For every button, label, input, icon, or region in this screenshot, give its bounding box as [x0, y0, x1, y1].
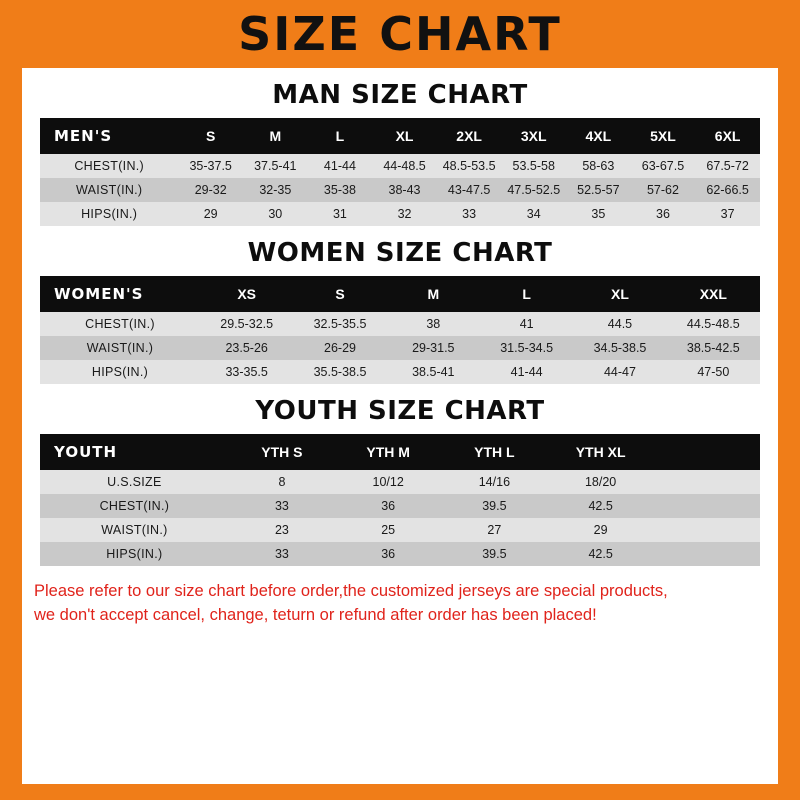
men-row1-c4: 38-43	[372, 178, 437, 202]
youth-row1-c4: 42.5	[548, 494, 654, 518]
women-table-body	[40, 312, 760, 384]
banner	[0, 0, 800, 68]
women-row0-c1: 29.5-32.5	[200, 312, 293, 336]
men-section-title: MAN SIZE CHART	[272, 80, 528, 110]
men-row2-c2: 30	[243, 202, 308, 226]
women-row1-c3: 29-31.5	[387, 336, 480, 360]
youth-size-table	[40, 434, 760, 566]
men-row1-c6: 47.5-52.5	[501, 178, 566, 202]
women-header-m: M	[387, 276, 480, 312]
youth-row0-label: U.S.SIZE	[40, 470, 229, 494]
men-row2-c8: 36	[631, 202, 696, 226]
men-table-header	[40, 118, 760, 154]
youth-row2-c4: 29	[548, 518, 654, 542]
youth-row2-c1: 23	[229, 518, 335, 542]
youth-row2-c5	[654, 518, 760, 542]
men-size-table	[40, 118, 760, 226]
men-row1-c2: 32-35	[243, 178, 308, 202]
table-header-row	[40, 434, 760, 470]
youth-row0-c1: 8	[229, 470, 335, 494]
youth-row1-c3: 39.5	[441, 494, 547, 518]
table-row	[40, 312, 760, 336]
bottom-accent-bar	[0, 784, 800, 800]
men-section	[22, 80, 778, 226]
women-header-s: S	[293, 276, 386, 312]
women-header-xxl: XXL	[667, 276, 760, 312]
women-header-xl: XL	[573, 276, 666, 312]
men-row2-c9: 37	[695, 202, 760, 226]
women-size-table	[40, 276, 760, 384]
youth-header-empty	[654, 434, 760, 470]
men-header-3xl: 3XL	[501, 118, 566, 154]
youth-header-label: YOUTH	[40, 434, 229, 470]
men-row0-c7: 58-63	[566, 154, 631, 178]
men-header-m: M	[243, 118, 308, 154]
men-row2-c7: 35	[566, 202, 631, 226]
men-row1-c3: 35-38	[308, 178, 373, 202]
women-row2-c4: 41-44	[480, 360, 573, 384]
youth-header-xl: YTH XL	[548, 434, 654, 470]
women-row1-c2: 26-29	[293, 336, 386, 360]
men-row0-c8: 63-67.5	[631, 154, 696, 178]
men-row0-label: CHEST(IN.)	[40, 154, 178, 178]
men-row0-c1: 35-37.5	[178, 154, 243, 178]
men-header-s: S	[178, 118, 243, 154]
women-row2-label: HIPS(IN.)	[40, 360, 200, 384]
women-row0-c4: 41	[480, 312, 573, 336]
youth-section-title: YOUTH SIZE CHART	[255, 396, 545, 426]
men-row1-c1: 29-32	[178, 178, 243, 202]
page-title: SIZE CHART	[238, 7, 562, 61]
youth-row3-c1: 33	[229, 542, 335, 566]
footer-note-line1: Please refer to our size chart before order,the customized jerseys are special products,	[34, 582, 668, 600]
youth-row3-c3: 39.5	[441, 542, 547, 566]
men-row0-c6: 53.5-58	[501, 154, 566, 178]
women-row1-c1: 23.5-26	[200, 336, 293, 360]
men-row0-c5: 48.5-53.5	[437, 154, 502, 178]
men-header-4xl: 4XL	[566, 118, 631, 154]
table-row	[40, 494, 760, 518]
youth-row0-c2: 10/12	[335, 470, 441, 494]
men-header-xl: XL	[372, 118, 437, 154]
women-row1-c6: 38.5-42.5	[667, 336, 760, 360]
youth-table-body	[40, 470, 760, 566]
table-header-row	[40, 276, 760, 312]
men-row1-c8: 57-62	[631, 178, 696, 202]
table-row	[40, 470, 760, 494]
men-row1-label: WAIST(IN.)	[40, 178, 178, 202]
women-row1-label: WAIST(IN.)	[40, 336, 200, 360]
men-table-body	[40, 154, 760, 226]
women-row0-label: CHEST(IN.)	[40, 312, 200, 336]
youth-header-l: YTH L	[441, 434, 547, 470]
youth-row1-c5	[654, 494, 760, 518]
youth-row1-c2: 36	[335, 494, 441, 518]
men-row2-c3: 31	[308, 202, 373, 226]
youth-row0-c5	[654, 470, 760, 494]
women-row2-c6: 47-50	[667, 360, 760, 384]
women-header-l: L	[480, 276, 573, 312]
table-row	[40, 518, 760, 542]
men-row0-c4: 44-48.5	[372, 154, 437, 178]
men-row0-c9: 67.5-72	[695, 154, 760, 178]
men-row2-label: HIPS(IN.)	[40, 202, 178, 226]
women-row2-c1: 33-35.5	[200, 360, 293, 384]
youth-row2-c2: 25	[335, 518, 441, 542]
youth-row0-c4: 18/20	[548, 470, 654, 494]
table-row	[40, 542, 760, 566]
men-row0-c3: 41-44	[308, 154, 373, 178]
youth-row3-label: HIPS(IN.)	[40, 542, 229, 566]
youth-row1-label: CHEST(IN.)	[40, 494, 229, 518]
youth-table-header	[40, 434, 760, 470]
men-row2-c4: 32	[372, 202, 437, 226]
men-header-2xl: 2XL	[437, 118, 502, 154]
men-row1-c9: 62-66.5	[695, 178, 760, 202]
women-header-label: WOMEN'S	[40, 276, 200, 312]
youth-row0-c3: 14/16	[441, 470, 547, 494]
women-section	[22, 238, 778, 384]
women-row1-c4: 31.5-34.5	[480, 336, 573, 360]
table-row	[40, 360, 760, 384]
women-row2-c3: 38.5-41	[387, 360, 480, 384]
men-row2-c6: 34	[501, 202, 566, 226]
table-row	[40, 178, 760, 202]
men-header-label: MEN'S	[40, 118, 178, 154]
youth-section	[22, 396, 778, 566]
women-row0-c3: 38	[387, 312, 480, 336]
women-row2-c2: 35.5-38.5	[293, 360, 386, 384]
table-row	[40, 202, 760, 226]
women-row0-c6: 44.5-48.5	[667, 312, 760, 336]
table-header-row	[40, 118, 760, 154]
women-section-title: WOMEN SIZE CHART	[247, 238, 553, 268]
youth-header-m: YTH M	[335, 434, 441, 470]
women-row0-c2: 32.5-35.5	[293, 312, 386, 336]
youth-row1-c1: 33	[229, 494, 335, 518]
youth-row3-c4: 42.5	[548, 542, 654, 566]
youth-row2-c3: 27	[441, 518, 547, 542]
youth-row3-c2: 36	[335, 542, 441, 566]
men-row1-c5: 43-47.5	[437, 178, 502, 202]
men-row2-c5: 33	[437, 202, 502, 226]
men-row0-c2: 37.5-41	[243, 154, 308, 178]
men-header-l: L	[308, 118, 373, 154]
youth-header-s: YTH S	[229, 434, 335, 470]
women-header-xs: XS	[200, 276, 293, 312]
footer-note	[22, 580, 778, 628]
men-header-6xl: 6XL	[695, 118, 760, 154]
women-row1-c5: 34.5-38.5	[573, 336, 666, 360]
table-row	[40, 336, 760, 360]
table-row	[40, 154, 760, 178]
footer-note-line2: we don't accept cancel, change, teturn or refund after order has been placed!	[34, 605, 597, 624]
women-table-header	[40, 276, 760, 312]
youth-row2-label: WAIST(IN.)	[40, 518, 229, 542]
youth-row3-c5	[654, 542, 760, 566]
men-row2-c1: 29	[178, 202, 243, 226]
men-header-5xl: 5XL	[631, 118, 696, 154]
women-row2-c5: 44-47	[573, 360, 666, 384]
men-row1-c7: 52.5-57	[566, 178, 631, 202]
women-row0-c5: 44.5	[573, 312, 666, 336]
